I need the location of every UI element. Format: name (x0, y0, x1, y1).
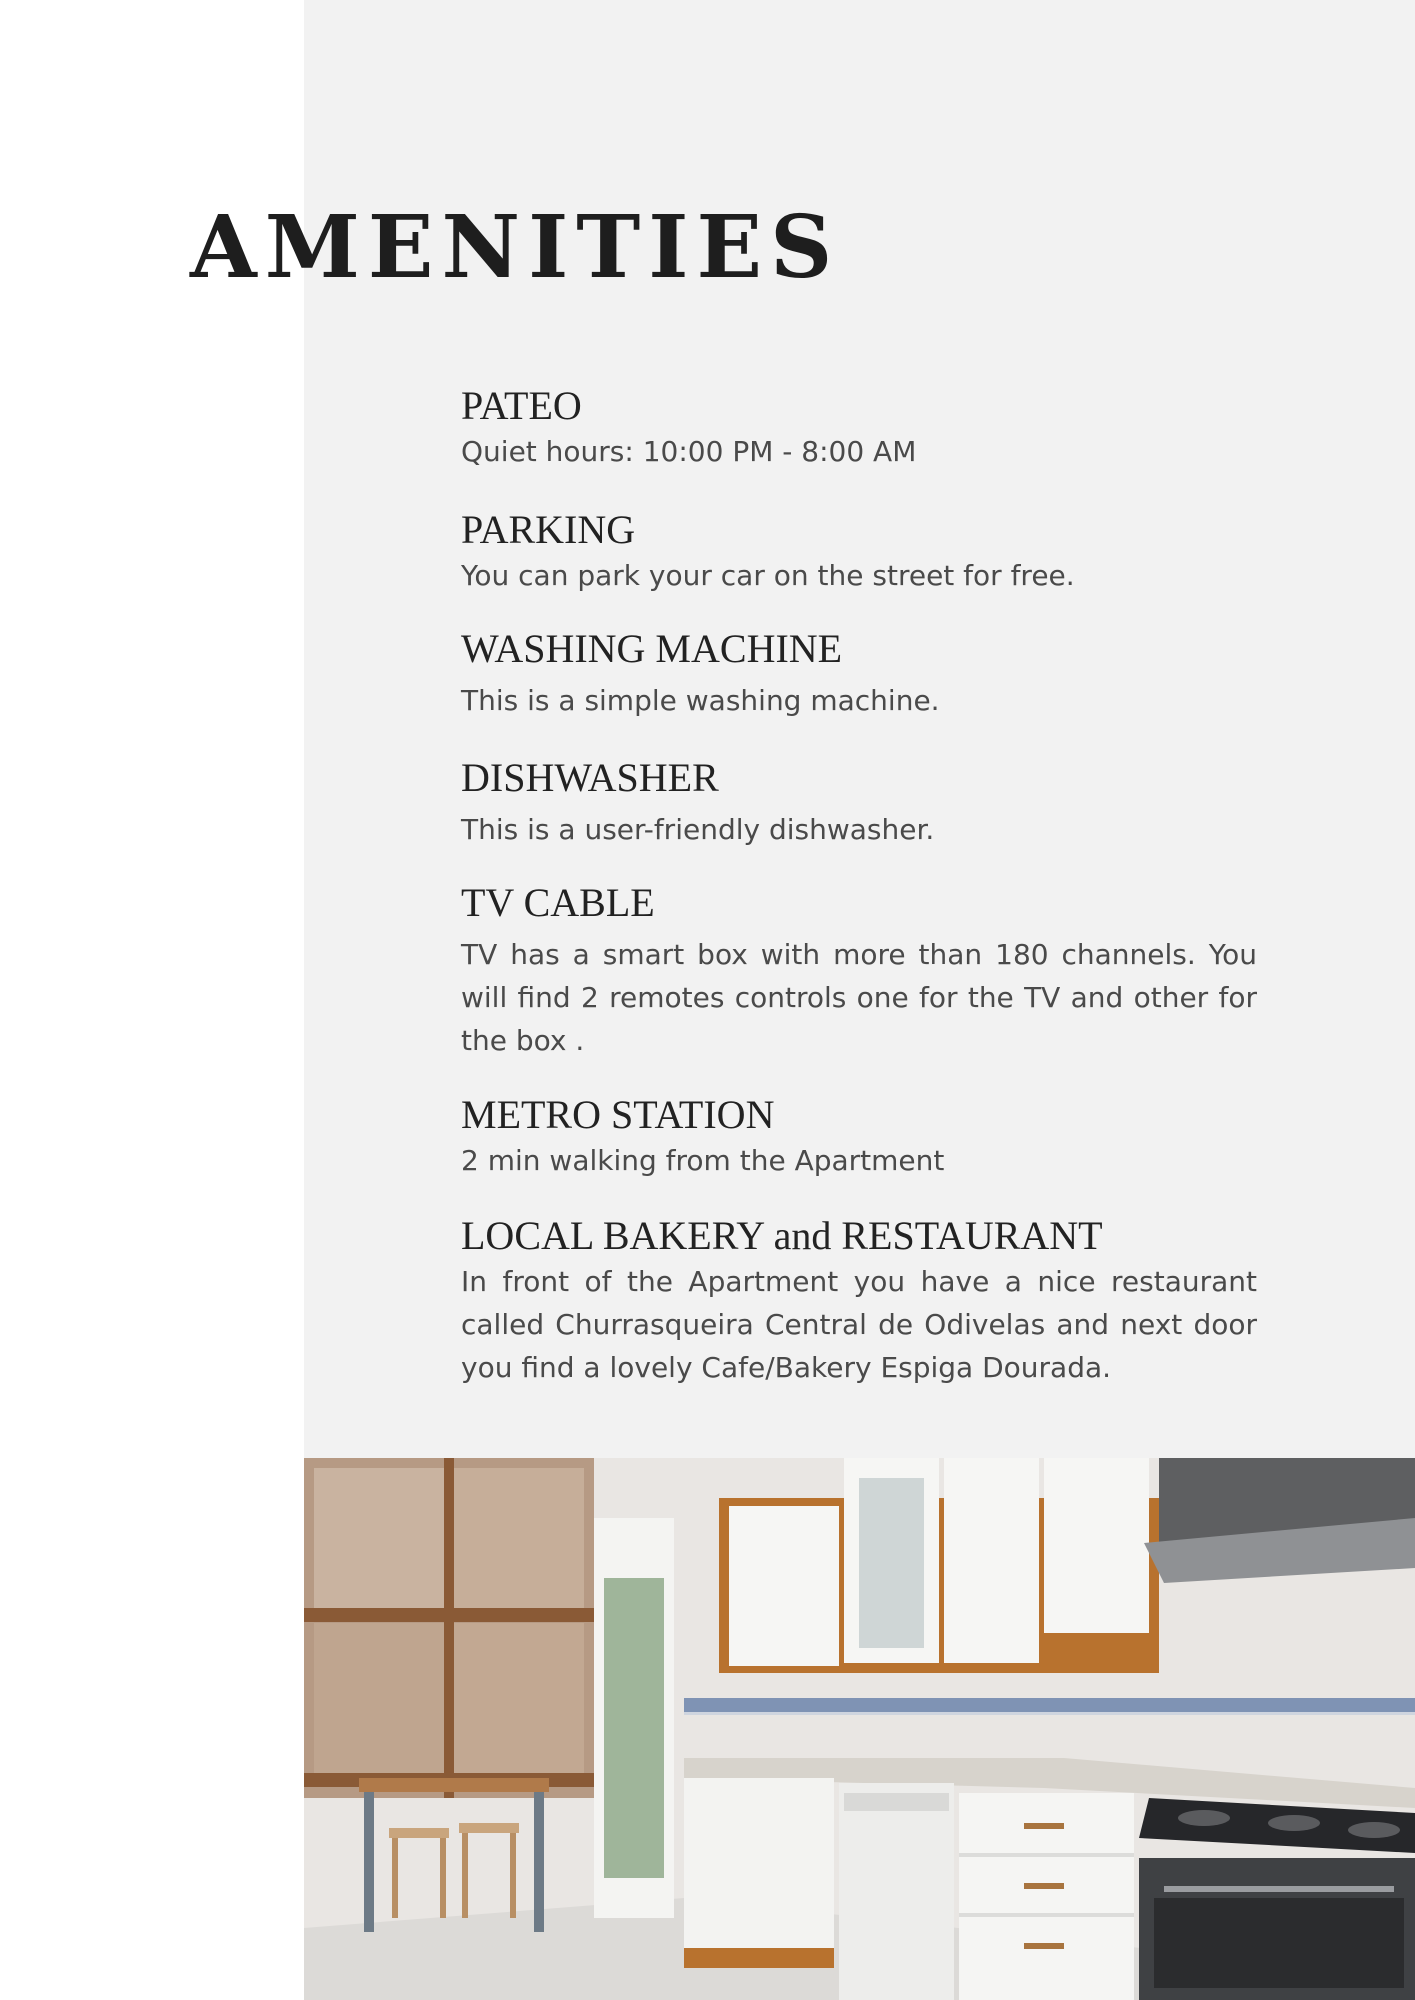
amenity-heading: PARKING (461, 507, 636, 552)
amenity-description: 2 min walking from the Apartment (461, 1144, 945, 1177)
amenity-heading: DISHWASHER (461, 755, 719, 800)
page-title: AMENITIES (190, 197, 841, 298)
amenity-local-bakery-restaurant (461, 1212, 1257, 1389)
amenity-washing-machine (461, 625, 940, 722)
amenity-description: This is a user-friendly dishwasher. (461, 813, 935, 846)
amenity-tv-cable (461, 879, 1257, 1062)
amenity-description: TV has a smart box with more than 180 channels. You will find 2 remotes controls one for the TV and other for the box . (461, 938, 1257, 1057)
amenity-description: Quiet hours: 10:00 PM - 8:00 AM (461, 435, 917, 468)
amenity-description: In front of the Apartment you have a nice restaurant called Churrasqueira Central de Odivelas and next door you find a lovely Cafe/Bakery Espiga Dourada. (461, 1265, 1257, 1384)
amenity-description: You can park your car on the street for free. (461, 559, 1075, 592)
amenity-pateo (461, 382, 916, 473)
amenity-parking (461, 506, 1075, 597)
amenity-heading: WASHING MACHINE (461, 626, 843, 671)
amenity-dishwasher (461, 754, 934, 851)
amenity-heading: METRO STATION (461, 1092, 775, 1137)
amenity-heading: LOCAL BAKERY and RESTAURANT (461, 1213, 1103, 1258)
amenity-description: This is a simple washing machine. (461, 684, 940, 717)
kitchen-photo (304, 1458, 1415, 2000)
amenity-metro-station (461, 1091, 944, 1182)
amenity-heading: PATEO (461, 383, 582, 428)
amenity-heading: TV CABLE (461, 880, 655, 925)
